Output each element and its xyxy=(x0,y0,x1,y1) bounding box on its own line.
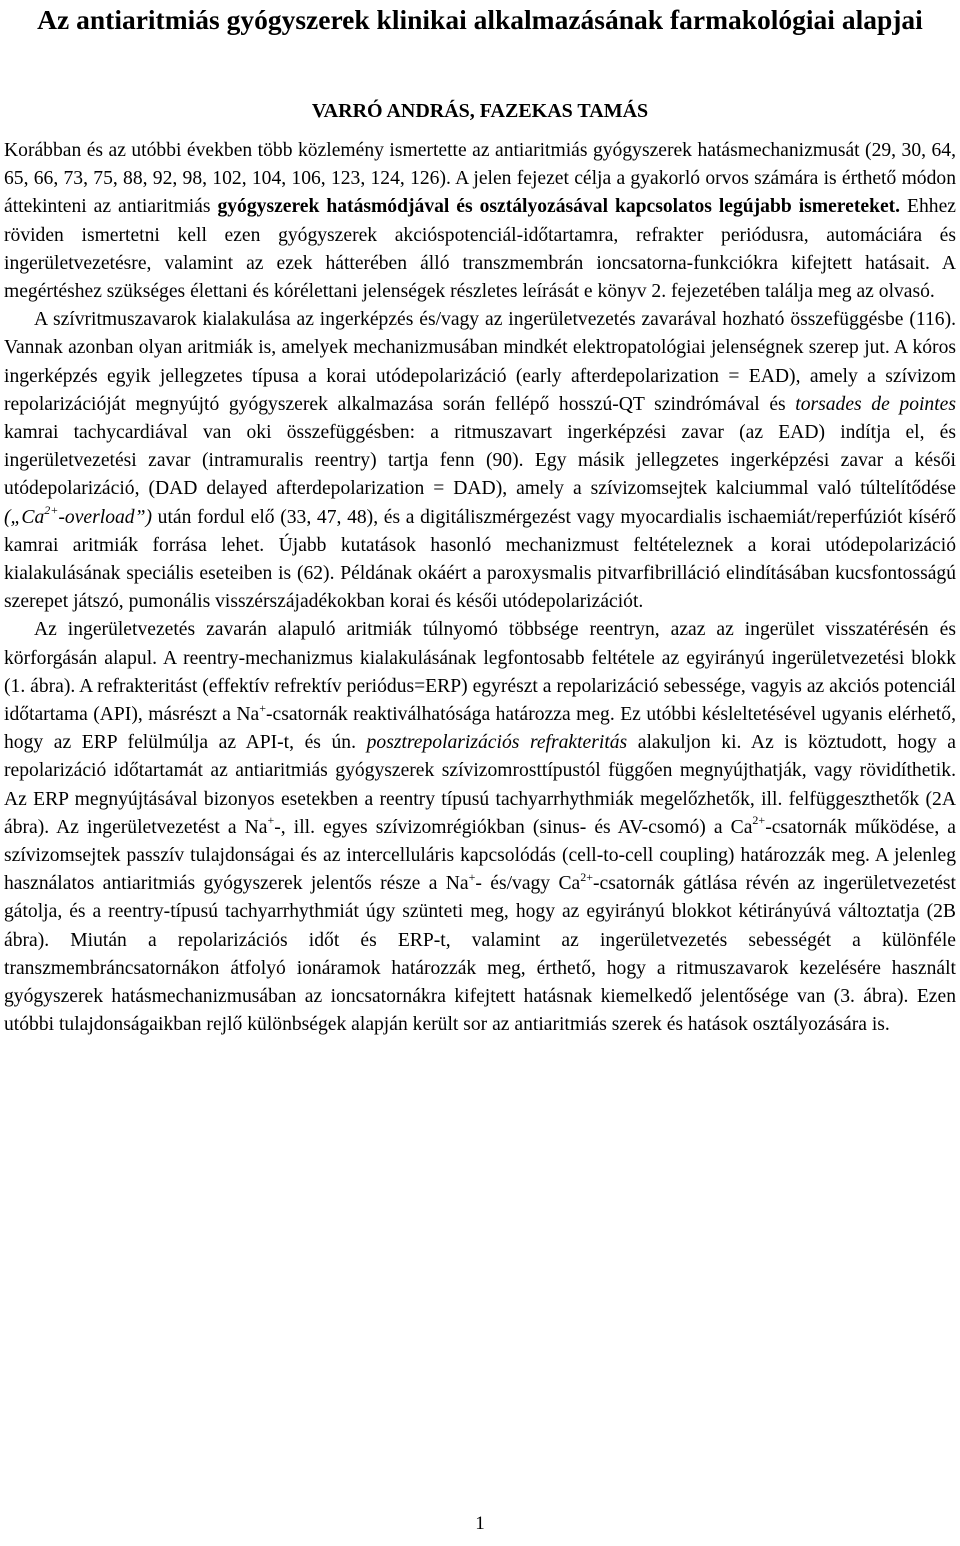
paragraph-text: Ehhez röviden ismertetni kell ezen gyógyszerek akcióspotenciál-időtartamra, refrakter periódusra, automáciára és ingerületvezetésre, valamint az ezek hátterében álló transzmembrán ioncsatorna-funkciókra kifejtett hatásait. A megértéshez szükséges élettani és kórélettani jelenségek részletes leírását e könyv 2. fejezetében találja meg az olvasó. xyxy=(4,196,957,303)
paragraph-text: -csatornák reaktiválhatósága határozza meg. Ez utóbbi késleltetésével ugyanis elérhető, hogy az ERP felülmúlja az API-t, és ún. xyxy=(4,704,956,754)
superscript: 2+ xyxy=(44,503,59,518)
superscript: + xyxy=(267,813,275,828)
document-body xyxy=(4,137,956,1040)
paragraph-reentry xyxy=(4,616,956,1039)
italic-term-part: -overload”) xyxy=(58,506,153,528)
paragraph-text: Az ingerületvezetés zavarán alapuló aritmiák túlnyomó többsége reentryn, azaz az ingerület visszatérésén és körforgásán alapul. A reentry-mechanizmus kialakulásának legfontosabb feltétele az egyirányú ingerületvezetési blokk (1. ábra). A refrakteritást (effektív refrektív periódus=ERP) egyrészt a repolarizáció sebessége, vagyis az akciós potenciál időtartama (API), másrészt a Na xyxy=(4,619,956,726)
paragraph-text: - és/vagy Ca xyxy=(475,873,581,895)
paragraph-text: -, ill. egyes szívizomrégiókban (sinus- és AV-csomó) a Ca xyxy=(274,816,753,838)
italic-term: torsades de pointes xyxy=(795,393,956,415)
italic-term: posztrepolarizációs refrakteritás xyxy=(366,732,628,754)
superscript: 2+ xyxy=(580,869,593,884)
superscript: + xyxy=(468,869,476,884)
document-title: Az antiaritmiás gyógyszerek klinikai alkalmazásának farmakológiai alapjai xyxy=(37,4,923,35)
italic-term xyxy=(4,503,153,528)
paragraph-bold-text: gyógyszerek hatásmódjával és osztályozásával kapcsolatos legújabb ismereteket. xyxy=(217,196,901,218)
paragraph-text: -csatornák működése, a szívizomsejtek passzív tulajdonságai és az intercelluláris kapcsolódás (cell-to-cell coupling) határozzák meg. A jelenleg használatos antiaritmiás gyógyszerek jelentős része a Na xyxy=(4,816,956,895)
paragraph-text: kamrai tachycardiával van oki összefüggésben: a ritmuszavart ingerképzési zavar (az EAD) indítja el, és ingerületvezetési zavar (intramuralis reentry) tartja fenn (90). Egy másik jellegzetes ingerképzési zavar a késői utódepolarizáció, (DAD delayed afterdepolarization = DAD), amely a szívizomsejtek kalciummal való túltelítődése xyxy=(4,422,956,500)
page-number: 1 xyxy=(475,1513,485,1534)
paragraph-text: után fordul elő (33, 47, 48), és a digitáliszmérgezést vagy myocardialis ischaemiát/reperfúziót kísérő kamrai aritmiák forrása lehet. Újabb kutatások hasonló mechanizmust feltételeznek a korai utódepolarizáció kialakulásának speciális eseteiben is (62). Példának okáért a paroxysmalis pitvarfibrilláció elindításában kucsfontosságú szerepet játszó, pumonális visszérszájadékokban korai és késői utódepolarizációt. xyxy=(4,506,956,613)
paragraph-intro xyxy=(4,137,956,306)
paragraph-text: Korábban és az utóbbi években több közlemény ismertette az antiaritmiás gyógyszerek hatásmechanizmusát (29, 30, 64, 65, 66, 73, 75, 88, 92, 98, 102, 104, 106, 123, 124, 126). A jelen fejezet célja a gyakorló orvos számára is érthető módon áttekinteni az antiaritmiás xyxy=(4,140,956,218)
paragraph-text: A szívritmuszavarok kialakulása az ingerképzés és/vagy az ingerületvezetés zavarával hozható összefüggésbe (116). Vannak azonban olyan aritmiák is, amelyek mechanizmusában mindkét elektropatológiai jelenségnek szerep jut. A kóros ingerképzés egyik jellegzetes típusa a korai utódepolarizáció (early afterdepolarization = EAD), amely a szívizom repolarizációját megnyújtó gyógyszerek alkalmazása során fellépő hosszú-QT szindrómával és xyxy=(4,309,956,415)
superscript: + xyxy=(259,700,267,715)
superscript: 2+ xyxy=(752,813,766,828)
paragraph-text: -csatornák gátlása révén az ingerületvezetést gátolja, és a reentry-típusú tachyarrhythmiát úgy szünteti meg, hogy az egyirányú blokkot kétirányúvá változtatja (2B ábra). Miután a repolarizációs időt és ERP-t, valamint az ingerületvezetés sebességét a különféle transzmembráncsatornákon átfolyó ionáramok határozzák meg, érthető, hogy a ritmuszavarok kezelésére használt gyógyszerek hatásmechanizmusában az ioncsatornákra kifejtett hatásnak kiemelkedő jelentősége van (3. ábra). Ezen utóbbi tulajdonságaikban rejlő különbségek alapján került sor az antiaritmiás szerek és hatások osztályozására is. xyxy=(4,873,956,1036)
paragraph-mechanisms xyxy=(4,306,956,616)
document-authors: VARRÓ ANDRÁS, FAZEKAS TAMÁS xyxy=(311,100,649,122)
italic-term-part: („Ca xyxy=(4,506,45,528)
paragraph-text: alakuljon ki. Az is köztudott, hogy a repolarizáció időtartamát az antiaritmiás gyógyszerek szívizomrosttípustól függően megnyújthatják, vagy rövidíthetik. Az ERP megnyújtásával bizonyos esetekben a reentry típusú tachyarrhythmiák megelőzhetők, ill. felfüggeszthetők (2A ábra). Az ingerületvezetést a Na xyxy=(4,732,956,838)
